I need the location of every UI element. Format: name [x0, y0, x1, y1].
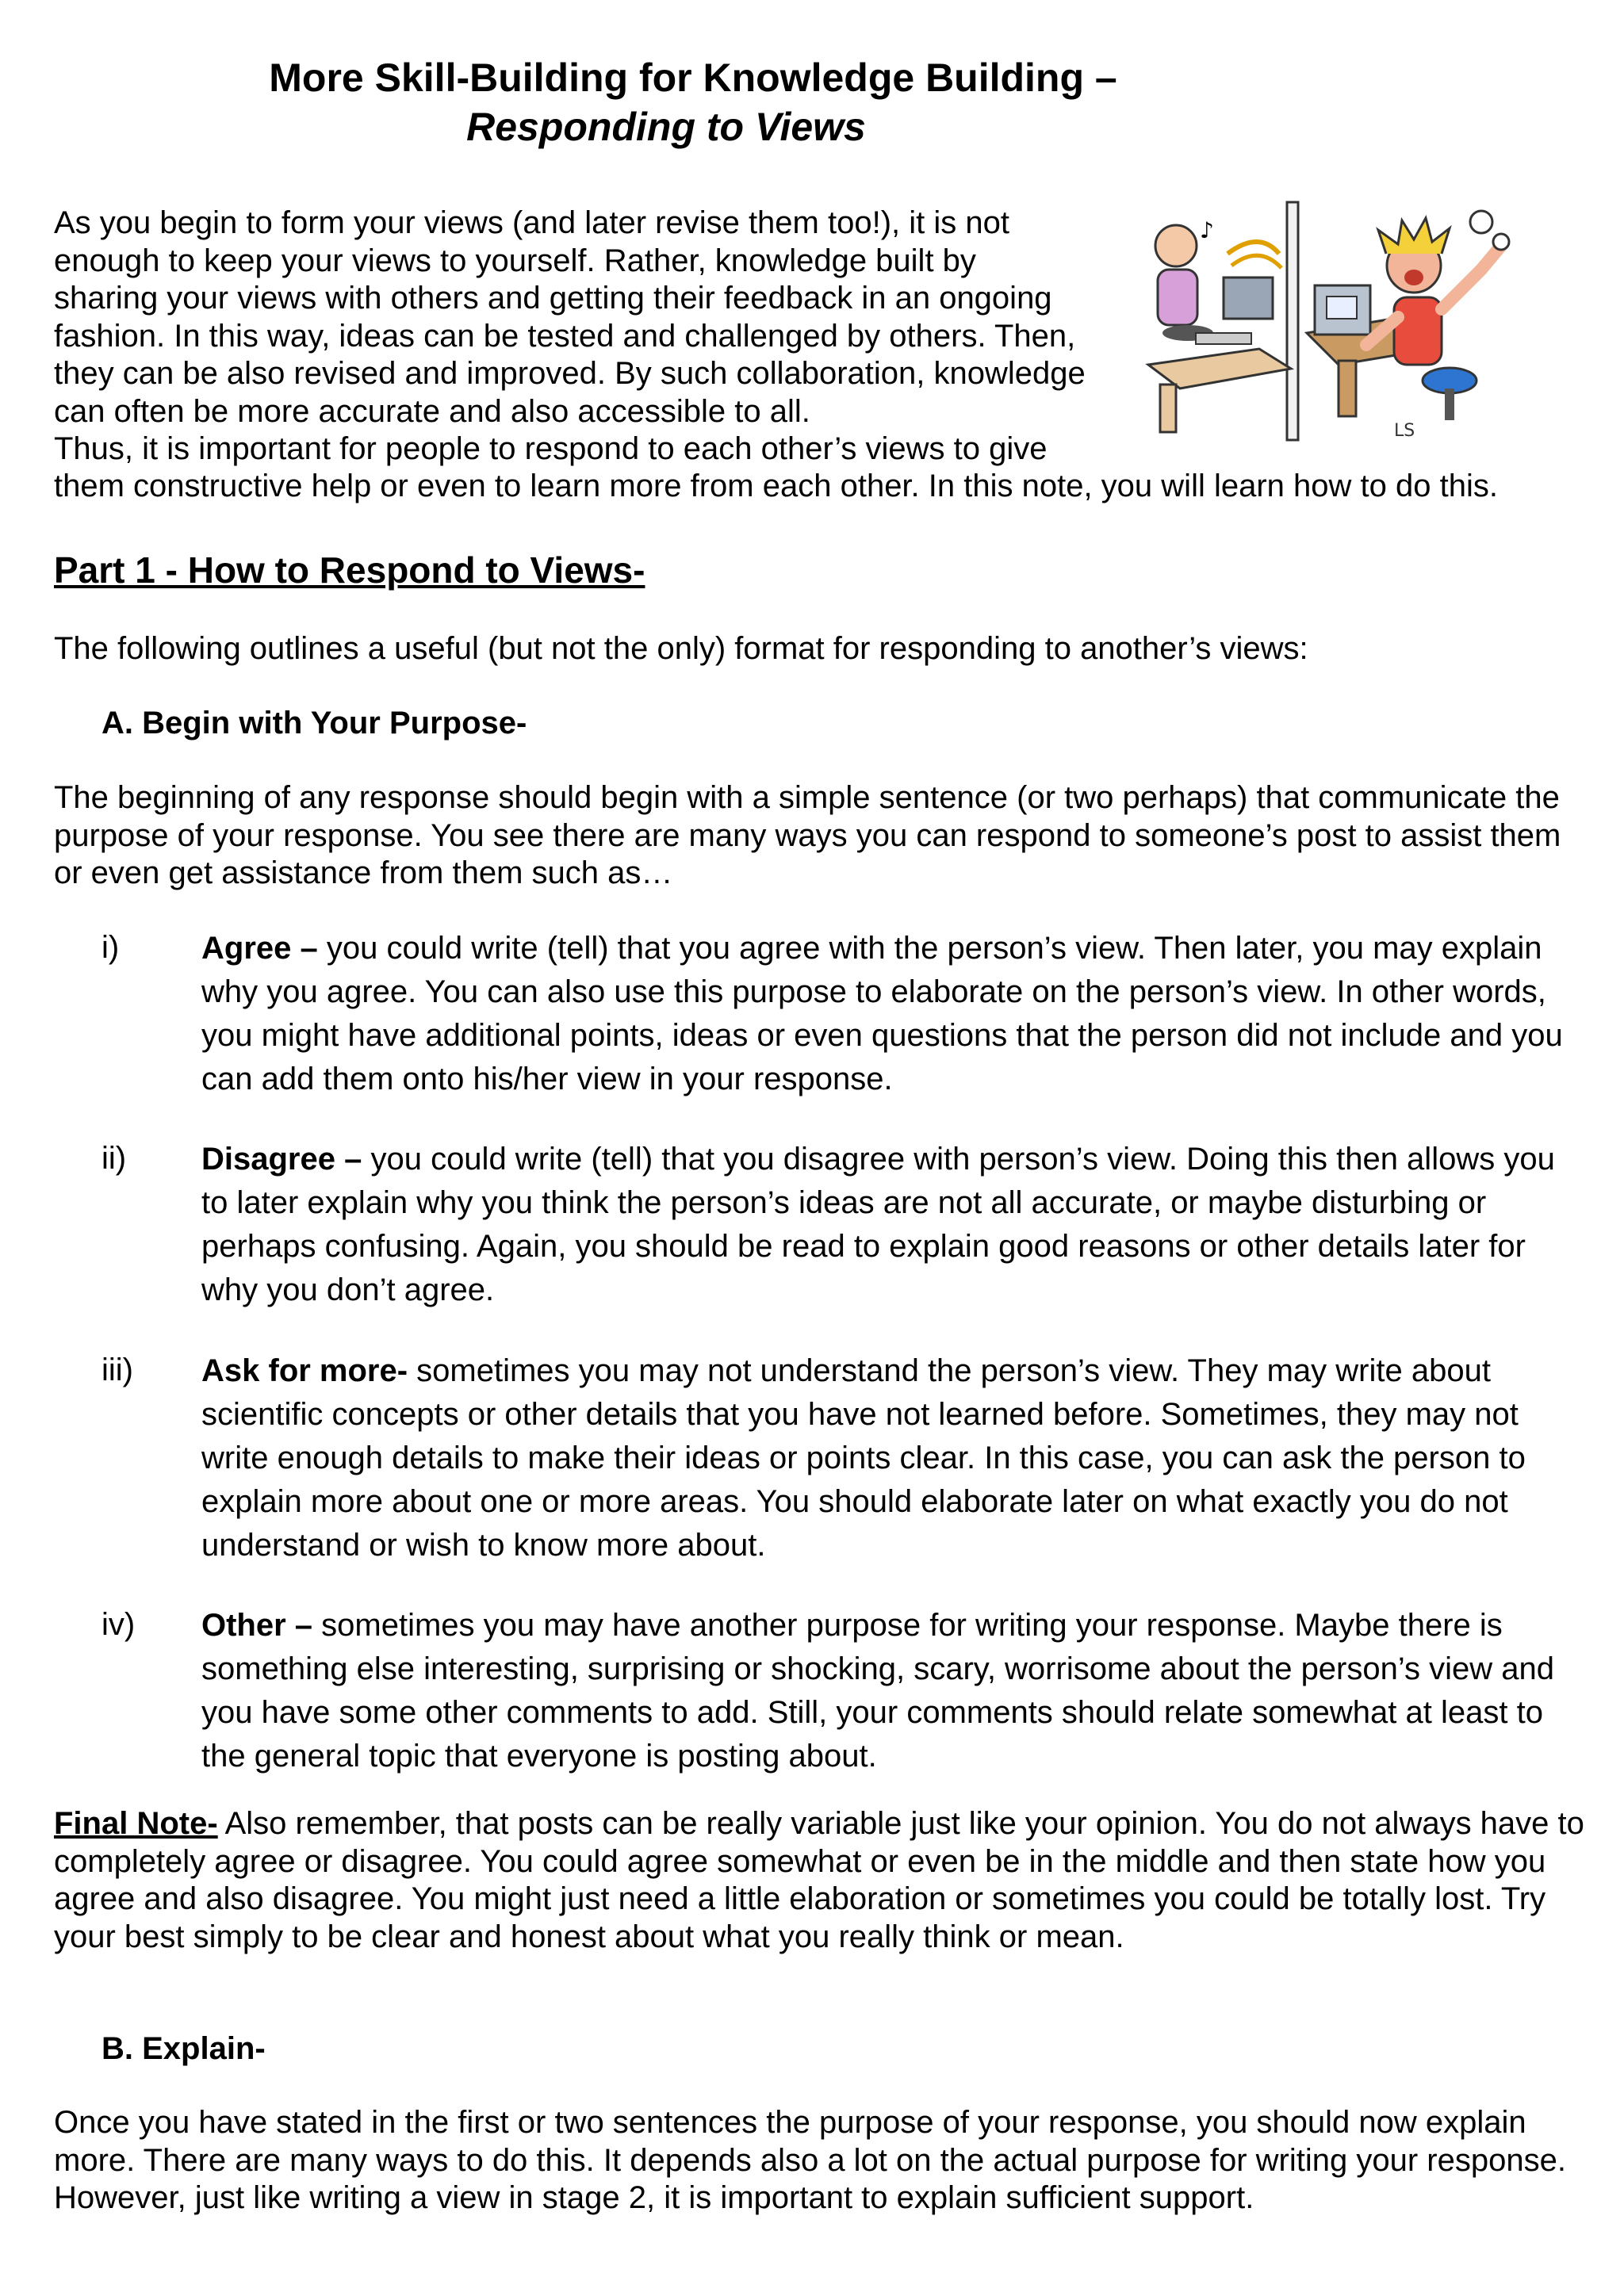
- intro-line: Thus, it is important for people to respond to each other’s views to give: [54, 431, 1048, 466]
- item-number: i): [102, 930, 120, 965]
- list-item: [201, 1138, 1581, 1312]
- svg-text:♪: ♪: [1200, 217, 1214, 243]
- office-cartoon-illustration: [1140, 198, 1537, 444]
- page-subtitle: Responding to Views: [466, 105, 866, 149]
- final-note: [54, 1805, 1592, 1956]
- intro-last-line: them constructive help or even to learn more from each other. In this note, you will learn how to do this.: [54, 469, 1498, 503]
- item-number: iii): [102, 1353, 133, 1387]
- intro-line: As you begin to form your views (and later revise them too!), it is not: [54, 205, 1009, 240]
- svg-text:LS: LS: [1394, 421, 1415, 441]
- part1-lead: The following outlines a useful (but not the only) format for responding to another’s views:: [54, 631, 1308, 666]
- item-label: Ask for more-: [201, 1353, 408, 1388]
- final-note-label: Final Note-: [54, 1806, 218, 1841]
- section-a-intro: The beginning of any response should begin with a simple sentence (or two perhaps) that communicate the purpose of your response. You see there are many ways you can respond to someone’s post to assist them or even get assistance from them such as…: [54, 780, 1561, 890]
- intro-line: enough to keep your views to yourself. Rather, knowledge built by: [54, 243, 976, 278]
- section-b-heading: B. Explain-: [102, 2031, 266, 2066]
- item-label: Disagree –: [201, 1142, 362, 1177]
- section-a-heading: A. Begin with Your Purpose-: [102, 706, 527, 740]
- item-label: Agree –: [201, 931, 318, 966]
- intro-line: can often be more accurate and also accessible to all.: [54, 393, 810, 429]
- item-text: you could write (tell) that you agree with the person’s view. Then later, you may explain why you agree. You can also use this purpose to elaborate on the person’s view. In other words, you might have additional points, ideas or even questions that the person did not include and you can add them onto his/her view in your response.: [201, 931, 1563, 1096]
- intro-line: fashion. In this way, ideas can be tested and challenged by others. Then,: [54, 318, 1076, 354]
- final-note-text: Also remember, that posts can be really variable just like your opinion. You do not always have to completely agree or disagree. You could agree somewhat or even be in the middle and then state how you agree and also disagree. You might just need a little elaboration or sometimes you could be totally lost. Try your best simply to be clear and honest about what you really think or mean.: [54, 1806, 1584, 1954]
- list-item: [201, 927, 1581, 1101]
- item-label: Other –: [201, 1608, 313, 1643]
- part1-heading: Part 1 - How to Respond to Views-: [54, 549, 645, 591]
- item-text: sometimes you may have another purpose for writing your response. Maybe there is something else interesting, surprising or shocking, scary, worrisome about the person’s view and you have some other comments to add. Still, your comments should relate somewhat at least to the general topic that everyone is posting about.: [201, 1608, 1555, 1774]
- page-title: More Skill-Building for Knowledge Building –: [269, 55, 1117, 100]
- item-number: ii): [102, 1141, 127, 1176]
- item-number: iv): [102, 1607, 136, 1642]
- list-item: [201, 1349, 1581, 1567]
- list-item: [201, 1604, 1581, 1778]
- intro-line: they can be also revised and improved. By such collaboration, knowledge: [54, 356, 1086, 391]
- intro-line: sharing your views with others and getting their feedback in an ongoing: [54, 281, 1052, 316]
- item-text: you could write (tell) that you disagree with person’s view. Doing this then allows you to later explain why you think the person’s ideas are not all accurate, or maybe disturbing or perhaps confusing. Again, you should be read to explain good reasons or other details later for why you don’t agree.: [201, 1142, 1555, 1307]
- intro-paragraph: [54, 205, 1132, 469]
- item-text: sometimes you may not understand the person’s view. They may write about scientific concepts or other details that you have not learned before. Sometimes, they may not write enough details to make their ideas or points clear. In this case, you can ask the person to explain more about one or more areas. You should elaborate later on what exactly you do not understand or wish to know more about.: [201, 1353, 1526, 1563]
- section-b-text: Once you have stated in the first or two sentences the purpose of your response, you should now explain more. There are many ways to do this. It depends also a lot on the actual purpose for writing your response. However, just like writing a view in stage 2, it is important to explain sufficient support.: [54, 2105, 1566, 2215]
